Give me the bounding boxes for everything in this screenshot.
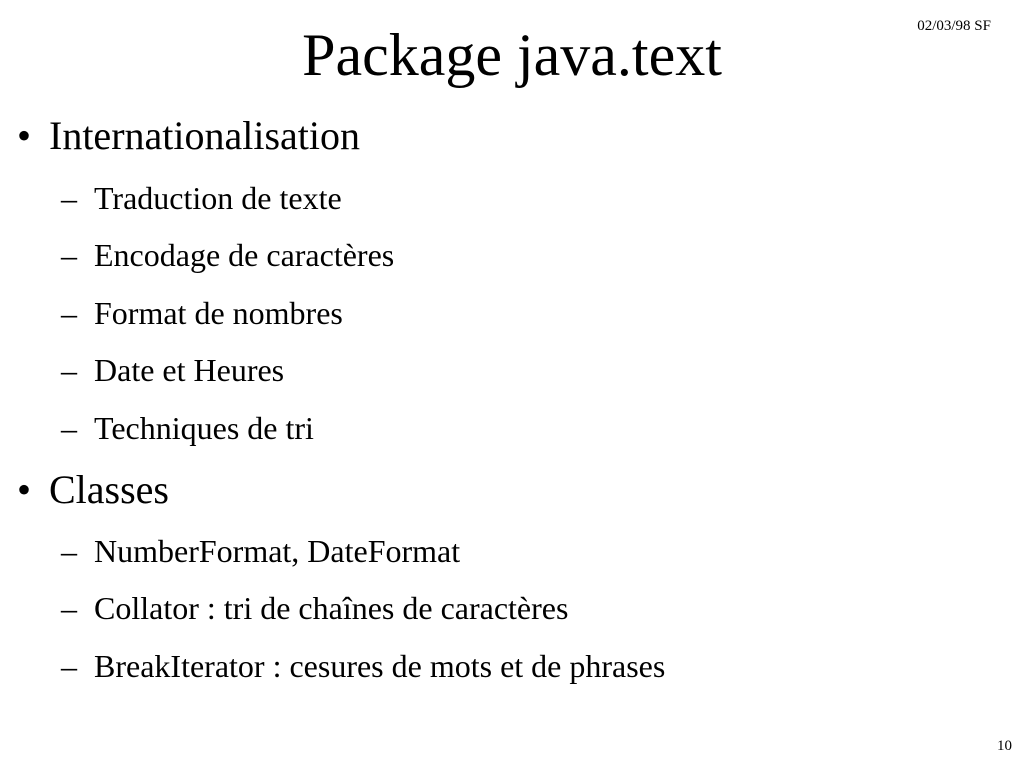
sub-item-label: Techniques de tri [94,410,314,446]
dash-marker: – [61,590,77,626]
sub-item [61,351,284,389]
dash-marker: – [61,533,77,569]
sub-item [61,179,342,217]
sub-item-label: Date et Heures [94,352,285,388]
dash-marker: – [61,237,77,273]
date-stamp: 02/03/98 SF [917,18,991,34]
bullet-label: Classes [49,467,169,512]
sub-item-label: Traduction de texte [94,180,342,216]
sub-item [61,589,568,627]
sub-item-label: BreakIterator : cesures de mots et de phrases [94,648,666,684]
dash-marker: – [61,295,77,331]
bullet-classes [17,467,169,513]
bullet-marker: • [17,467,32,512]
sub-item-label: Collator : tri de chaînes de caractères [94,590,569,626]
bullet-marker: • [17,113,32,158]
sub-item [61,532,460,570]
dash-marker: – [61,180,77,216]
sub-item-label: Encodage de caractères [94,237,395,273]
sub-item [61,409,314,447]
sub-item-label: NumberFormat, DateFormat [94,533,461,569]
sub-item [61,647,665,685]
slide-title: Package java.text [302,22,722,88]
sub-item [61,236,394,274]
dash-marker: – [61,648,77,684]
sub-item [61,294,343,332]
bullet-label: Internationalisation [49,113,361,158]
sub-item-label: Format de nombres [94,295,343,331]
page-number: 10 [997,738,1012,754]
dash-marker: – [61,410,77,446]
dash-marker: – [61,352,77,388]
bullet-internationalisation [17,113,360,159]
